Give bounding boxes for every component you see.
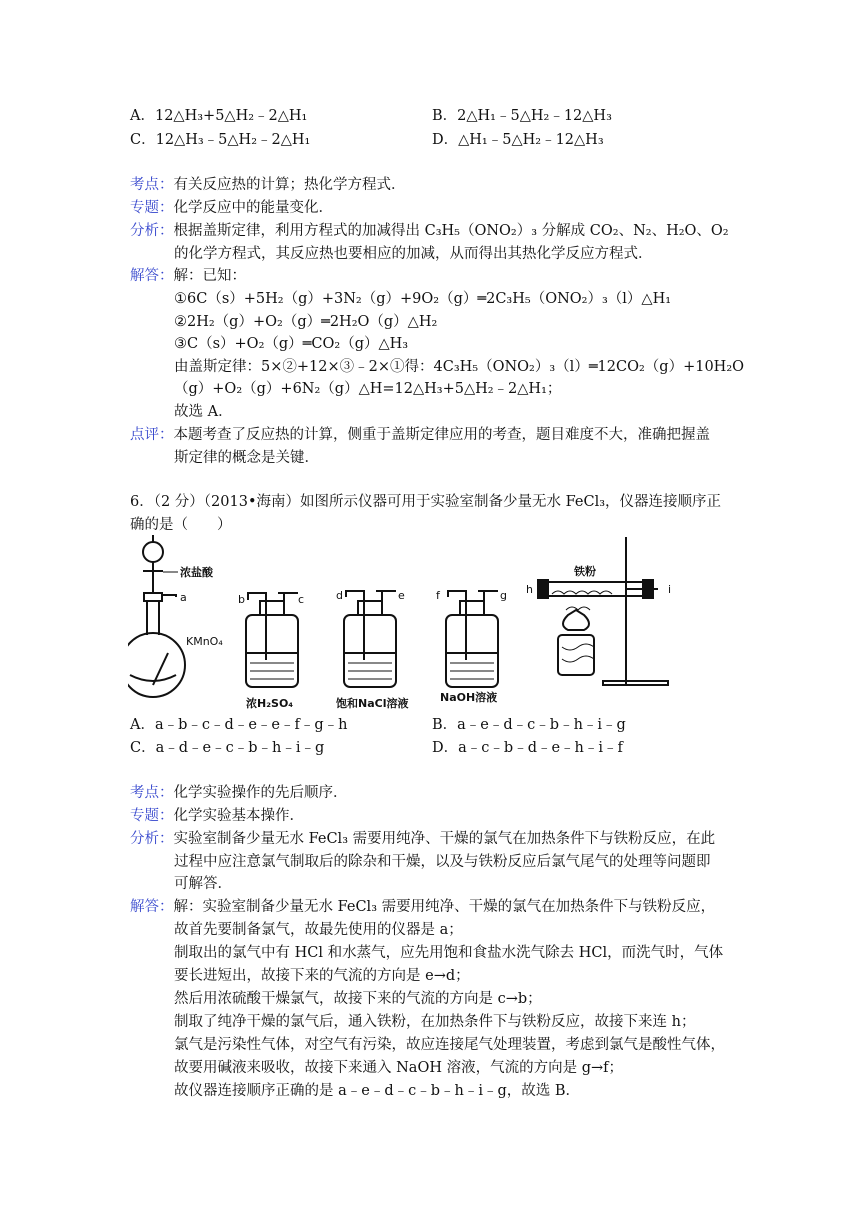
- label-b: b: [238, 593, 245, 606]
- label-h2so4: 浓H₂SO₄: [246, 697, 294, 710]
- q6-zhuanti: 专题：化学实验基本操作．: [130, 808, 304, 824]
- q5-fenxi: 分析：根据盖斯定律，利用方程式的加减得出 C₃H₅（ONO₂）₃ 分解成 CO₂、N₂、H₂O、O₂: [130, 223, 729, 239]
- label-d: d: [336, 589, 343, 602]
- q6-fenxi: 分析：实验室制备少量无水 FeCl₃ 需要用纯净、干燥的氯气在加热条件下与铁粉反应，在此: [130, 831, 716, 847]
- q6-fenxi-label: 分析：: [130, 831, 174, 847]
- q6-jieda-label: 解答：: [130, 899, 174, 915]
- q5-option-b: B．2△H₁﹣5△H₂﹣12△H₃: [432, 108, 612, 124]
- wash-bottle-2: [344, 591, 396, 687]
- q5-fenxi-label: 分析：: [130, 223, 174, 239]
- label-e: e: [398, 589, 405, 602]
- q5-kaodian-label: 考点：: [130, 177, 174, 193]
- q5-equation-2: ②2H₂（g）+O₂（g）═2H₂O（g）△H₂: [174, 314, 438, 330]
- q5-kaodian: 考点：有关反应热的计算；热化学方程式．: [130, 177, 406, 193]
- q5-dianping-line2: 斯定律的概念是关键．: [174, 450, 319, 466]
- q6-jieda-line9: 故仪器连接顺序正确的是 a﹣e﹣d﹣c﹣b﹣h﹣i﹣g，故选 B．: [174, 1083, 581, 1099]
- label-a: a: [180, 591, 187, 604]
- q6-stem-line2: 确的是（ ）: [130, 517, 232, 533]
- q6-zhuanti-label: 专题：: [130, 808, 174, 824]
- q5-dianping-label: 点评：: [130, 427, 174, 443]
- round-bottom-flask: [128, 593, 185, 697]
- wash-bottle-1: [246, 593, 298, 687]
- q6-fenxi-line3: 可解答．: [174, 876, 232, 892]
- q6-option-d: D．a﹣c﹣b﹣d﹣e﹣h﹣i﹣f: [432, 740, 623, 756]
- q5-fenxi-line2: 的化学方程式，其反应热也要相应的加减，从而得出其热化学反应方程式．: [174, 246, 653, 262]
- wash-bottle-3: [446, 591, 498, 687]
- q6-option-a: A．a﹣b﹣c﹣d﹣e﹣e﹣f﹣g﹣h: [130, 717, 348, 733]
- q5-answer: 故选 A．: [174, 404, 233, 420]
- q5-equation-3: ③C（s）+O₂（g）═CO₂（g）△H₃: [174, 336, 409, 352]
- q5-option-a: A．12△H₃+5△H₂﹣2△H₁: [130, 108, 308, 124]
- label-h: h: [526, 583, 533, 596]
- q5-hess-line1: 由盖斯定律：5×②+12×③﹣2×①得：4C₃H₅（ONO₂）₃（l）═12CO₂（g）+10H₂O: [174, 359, 745, 375]
- q6-option-b: B．a﹣e﹣d﹣c﹣b﹣h﹣i﹣g: [432, 717, 626, 733]
- q6-jieda-line3: 制取出的氯气中有 HCl 和水蒸气，应先用饱和食盐水洗气除去 HCl，而洗气时，气体: [174, 945, 724, 961]
- q6-stem-line1: 6．（2 分）（2013•海南）如图所示仪器可用于实验室制备少量无水 FeCl₃，仪器连接顺序正: [130, 494, 722, 510]
- q6-option-c: C．a﹣d﹣e﹣c﹣b﹣h﹣i﹣g: [130, 740, 325, 756]
- q6-kaodian: 考点：化学实验操作的先后顺序．: [130, 785, 348, 801]
- label-nacl: 饱和NaCl溶液: [336, 697, 409, 710]
- label-g: g: [500, 589, 507, 602]
- q6-jieda-line7: 氯气是污染性气体，对空气有污染，故应连接尾气处理装置，考虑到氯气是酸性气体，: [174, 1037, 725, 1053]
- q5-jieda-label: 解答：: [130, 268, 174, 284]
- label-i: i: [668, 583, 672, 596]
- q6-kaodian-label: 考点：: [130, 785, 174, 801]
- apparatus-figure: [128, 535, 683, 715]
- q6-jieda-line5: 然后用浓硫酸干燥氯气，故接下来的气流的方向是 c→b；: [174, 991, 542, 1007]
- q5-zhuanti: 专题：化学反应中的能量变化．: [130, 200, 333, 216]
- label-kmno4: KMnO₄: [186, 635, 223, 648]
- label-c: c: [298, 593, 305, 606]
- q6-jieda-line2: 故首先要制备氯气，故最先使用的仪器是 a；: [174, 922, 463, 938]
- label-fe: 铁粉: [574, 565, 596, 578]
- q5-jieda: 解答：解：已知：: [130, 268, 246, 284]
- q6-fenxi-line2: 过程中应注意氯气制取后的除杂和干燥，以及与铁粉反应后氯气尾气的处理等问题即: [174, 854, 711, 870]
- label-hcl: 浓盐酸: [180, 566, 213, 579]
- reaction-tube: [538, 537, 668, 685]
- q6-jieda-line8: 故要用碱液来吸收，故接下来通入 NaOH 溶液，气流的方向是 g→f；: [174, 1060, 623, 1076]
- q5-hess-line2: （g）+O₂（g）+6N₂（g）△H=12△H₃+5△H₂﹣2△H₁；: [174, 381, 562, 397]
- q5-dianping: 点评：本题考查了反应热的计算，侧重于盖斯定律应用的考查，题目难度不大，准确把握盖: [130, 427, 710, 443]
- label-naoh: NaOH溶液: [440, 691, 498, 704]
- q5-option-c: C．12△H₃﹣5△H₂﹣2△H₁: [130, 132, 311, 148]
- q6-jieda-line6: 制取了纯净干燥的氯气后，通入铁粉，在加热条件下与铁粉反应，故接下来连 h；: [174, 1014, 696, 1030]
- q5-option-d: D．△H₁﹣5△H₂﹣12△H₃: [432, 132, 604, 148]
- q5-zhuanti-label: 专题：: [130, 200, 174, 216]
- label-f: f: [436, 589, 440, 602]
- separatory-funnel: [143, 535, 163, 593]
- q5-equation-1: ①6C（s）+5H₂（g）+3N₂（g）+9O₂（g）═2C₃H₅（ONO₂）₃（l）△H₁: [174, 291, 672, 307]
- q6-jieda-line4: 要长进短出，故接下来的气流的方向是 e→d；: [174, 968, 470, 984]
- q6-jieda: 解答：解：实验室制备少量无水 FeCl₃ 需要用纯净、干燥的氯气在加热条件下与铁粉反应，: [130, 899, 716, 915]
